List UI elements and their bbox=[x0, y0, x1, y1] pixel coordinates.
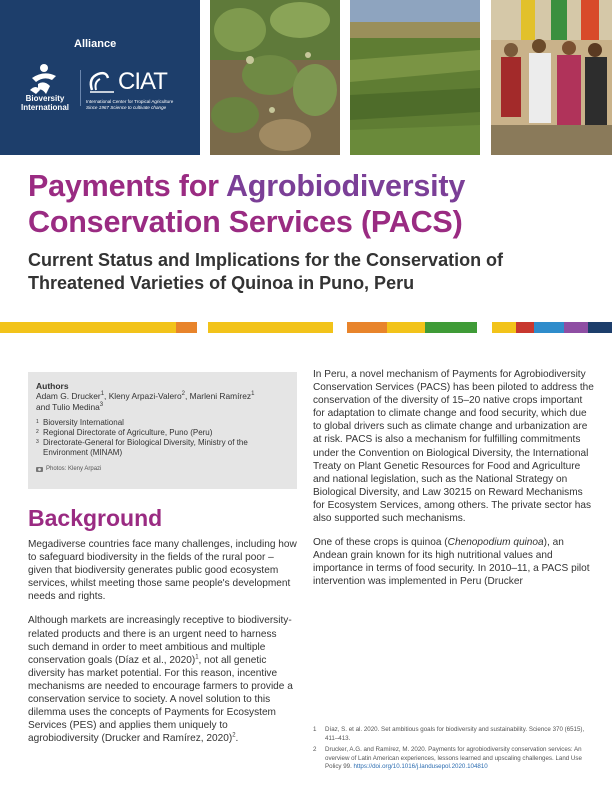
photo-plants-field bbox=[210, 0, 340, 155]
bioversity-label: Bioversity International bbox=[20, 94, 69, 112]
footnote bbox=[313, 726, 595, 743]
footnote-text: Díaz, S. et al. 2020. Set ambitious goals for biodiversity and sustainability. Science 370 (6515), 411–413. bbox=[325, 726, 585, 742]
footnote bbox=[313, 746, 595, 772]
photo-credit bbox=[36, 466, 289, 472]
author-name: Marleni Ramírez bbox=[189, 391, 252, 401]
footnote-text: Drucker, A.G. and Ramírez, M. 2020. Payments for agrobiodiversity conservation services: An overview of Latin American experiences, lessons learned and upscaling challenges. Land Use Policy 99. bbox=[325, 746, 582, 771]
stripe-seg-9 bbox=[534, 322, 564, 333]
camera-icon bbox=[36, 466, 43, 472]
affiliation-number: 1 bbox=[36, 419, 39, 425]
author-sup: 2 bbox=[181, 391, 185, 398]
text-span: Although markets are increasingly receptive to biodiversity-related products and there is an urgent need to harness such demand in order to meet ambitious and multiple conservation goals (Díaz et al., 2020) bbox=[28, 615, 292, 666]
text-span: . bbox=[235, 733, 239, 745]
stripe-seg-2 bbox=[176, 322, 197, 333]
footnote-number: 2 bbox=[313, 746, 317, 754]
photo-farmers-group bbox=[491, 0, 612, 155]
right-column bbox=[313, 368, 595, 600]
authors-box bbox=[28, 372, 297, 489]
authors-heading: Authors bbox=[36, 381, 69, 391]
affiliation-number: 3 bbox=[36, 439, 39, 445]
affiliation-text: Directorate-General for Biological Diversity, Ministry of the Environment (MINAM) bbox=[43, 438, 248, 457]
background-heading: Background bbox=[28, 505, 163, 531]
footnote-body bbox=[325, 746, 595, 772]
author-sup: 1 bbox=[251, 391, 255, 398]
ciat-tagline-line: Since 1967 Science to cultivate change bbox=[86, 105, 167, 110]
footnotes bbox=[313, 726, 595, 775]
title-line1-part1: Payments for bbox=[28, 169, 226, 203]
footnote-doi-link[interactable]: https://doi.org/10.1016/j.landusepol.2020.104810 bbox=[353, 763, 488, 771]
stripe-seg-1 bbox=[0, 322, 176, 333]
background-paragraph-1: Megadiverse countries face many challenges, including how to safeguard biodiversity in the fields of the rural poor – given that biodiversity generates public good ecosystem services, whilst meeting those same people's development needs and rights. bbox=[28, 539, 297, 603]
footnote-ref: 2 bbox=[232, 732, 236, 739]
page-title bbox=[28, 168, 465, 240]
photo-quinoa-field bbox=[350, 0, 480, 155]
left-column bbox=[28, 538, 300, 756]
author-sup: 3 bbox=[99, 401, 104, 408]
title-line2: Conservation Services (PACS) bbox=[28, 205, 463, 239]
stripe-seg-3 bbox=[208, 322, 333, 333]
ciat-wordmark: CIAT bbox=[118, 68, 167, 95]
author-sup: 1 bbox=[100, 391, 105, 398]
affiliation-text: Bioversity International bbox=[43, 418, 124, 427]
brand-panel bbox=[0, 0, 200, 155]
authors-names: Adam G. Drucker$^1$, Kleny Arpazi-Valero$^2$, Marleni Ramírez$^1$ and Tulio Medina$^3$ bbox=[36, 391, 255, 412]
stripe-seg-8 bbox=[516, 322, 534, 333]
affiliation-number: 2 bbox=[36, 429, 39, 435]
affiliation-item bbox=[36, 428, 289, 438]
footnote-ref: 1 bbox=[195, 654, 199, 661]
page-subtitle: Current Status and Implications for the Conservation of Threatened Varieties of Quinoa in Puno, Peru bbox=[28, 250, 504, 293]
text-span: One of these crops is quinoa ( bbox=[313, 537, 448, 549]
author-name: Tulio Medina bbox=[52, 401, 100, 412]
ciat-subtitle bbox=[86, 99, 196, 111]
background-paragraph-2 bbox=[28, 614, 300, 745]
right-paragraph-2 bbox=[313, 536, 595, 588]
title-line1-part2: Agrobiodiversity bbox=[225, 169, 466, 203]
author-name: Adam G. Drucker bbox=[36, 391, 101, 401]
alliance-label: Alliance bbox=[74, 38, 117, 50]
photo-credit-text: Photos: Kleny Arpazi bbox=[46, 466, 102, 472]
stripe-seg-11 bbox=[588, 322, 612, 333]
species-name: Chenopodium quinoa bbox=[447, 537, 544, 549]
ciat-logo-icon bbox=[86, 68, 122, 96]
author-name: Kleny Arpazi-Valero bbox=[108, 391, 182, 401]
stripe-seg-10 bbox=[564, 322, 588, 333]
logo-divider bbox=[80, 70, 81, 106]
stripe-seg-7 bbox=[492, 322, 516, 333]
text-span: , not all genetic diversity has market potential. For this reason, incentive mechanisms are needed to encourage farmers to provide a conservation service to society. A novel solution to this dilemma uses the concepts of Payments for Ecosystem Services (PES) and applies them uniquely to agrobiodiversity (Drucker and Ramírez, 2020) bbox=[28, 654, 293, 745]
affiliation-item bbox=[36, 438, 289, 458]
text-span: ), an Andean grain known for its high nutritional values and importance in terms of food security. In 2010–11, a PACS pilot intervention was implemented in Peru (Drucker bbox=[313, 537, 590, 588]
affiliations-list bbox=[36, 418, 289, 458]
affiliation-item bbox=[36, 418, 289, 428]
stripe-seg-6 bbox=[425, 322, 477, 333]
ciat-subtitle-line: International Center for Tropical Agriculture bbox=[86, 99, 174, 104]
footnote-number: 1 bbox=[313, 726, 317, 733]
affiliation-text: Regional Directorate of Agriculture, Puno (Peru) bbox=[43, 428, 213, 437]
stripe-seg-5 bbox=[387, 322, 425, 333]
stripe-seg-4 bbox=[347, 322, 387, 333]
right-paragraph-1: In Peru, a novel mechanism of Payments for Agrobiodiversity Conservation Services (PACS) has been piloted to address the conservation of the diversity of 15–20 native crops important for adaptation to climate change and food security, which due to global drivers such as climate change and urbanization are at risk. PACS is also a mechanism for fulfilling commitments under the Convention on Biological Diversity, the International Treaty on Plant Genetic Resources for Food and Agriculture and national legislation, such as the National Strategy on Biological Diversity, and Law 30215 on Reward Mechanisms for Ecosystem Services, among others. The private sector has also supported such mechanisms. bbox=[313, 369, 594, 525]
